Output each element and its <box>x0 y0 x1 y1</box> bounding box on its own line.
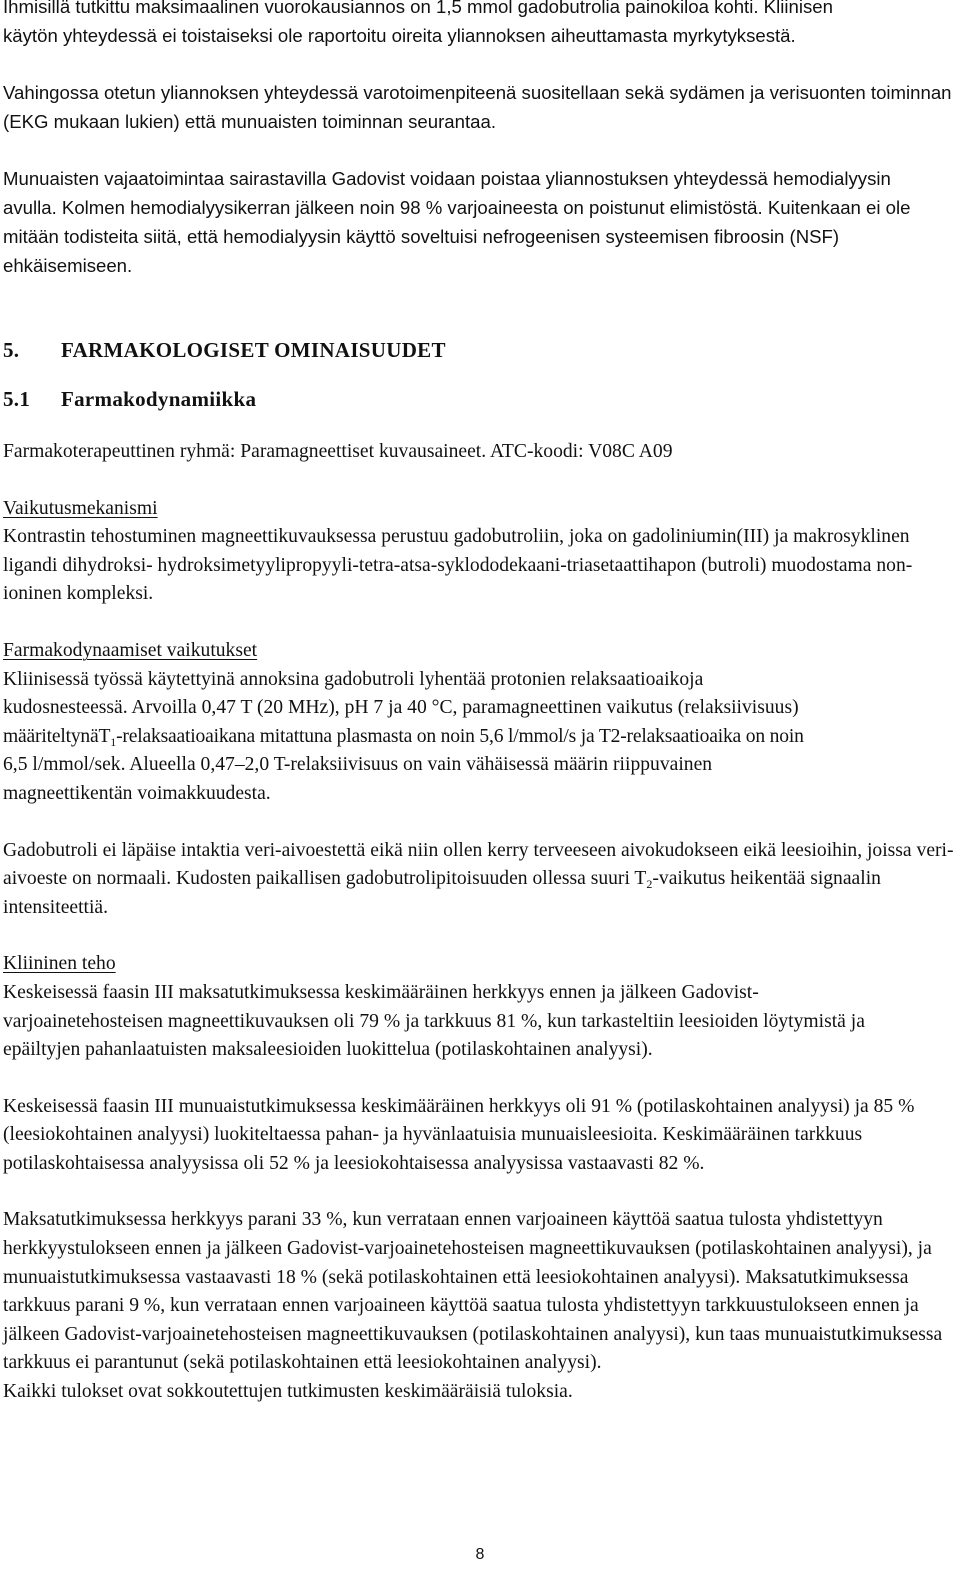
effects-line-5: magneettikentän voimakkuudesta. <box>3 782 271 804</box>
section-5-1-heading <box>3 385 955 413</box>
section-5-heading <box>3 336 955 364</box>
bbb-text-end: -vaikutus heikentää signaalin intensiteettiä. <box>3 868 881 918</box>
effects-line-3-end: -relaksaatioaikana mitattuna plasmasta on noin 5,6 l/mmol/s ja T2-relaksaatioaika on noin <box>116 725 804 747</box>
section-5-1-number: 5.1 <box>3 387 31 411</box>
document-page <box>3 0 955 1407</box>
blood-brain-barrier-paragraph <box>3 837 958 923</box>
clinical-paragraph-4: Kaikki tulokset ovat sokkoutettujen tutkimusten keskimääräisiä tuloksia. <box>3 1381 573 1403</box>
section-5-title: FARMAKOLOGISET OMINAISUUDET <box>61 338 446 362</box>
t1-subscript: 1 <box>110 734 117 749</box>
mechanism-text: Kontrastin tehostuminen magneettikuvauksessa perustuu gadobutroliin, joka on gadoliniumin(III) ja makrosyklinen ligandi dihydroksi- hydroksimetyylipropyyli-tetra-atsa-syklododekaani-triasetaattihapon (butroli) muodostama non-ioninen kompleksi. <box>3 526 913 605</box>
overdose-paragraph-3: Munuaisten vajaatoimintaa sairastavilla Gadovist voidaan poistaa yliannostuksen yhteydessä hemodialyysin avulla. Kolmen hemodialyysikerran jälkeen noin 98 % varjoaineesta on poistunut elimistöstä. Kuitenkaan ei ole mitään todisteita siitä, että hemodialyysin käyttö soveltuisi nefrogeenisen systeemisen fibroosin (NSF) ehkäisemiseen. <box>3 168 911 276</box>
mechanism-heading: Vaikutusmekanismi <box>3 497 158 519</box>
overdose-paragraph-2: Vahingossa otetun yliannoksen yhteydessä varotoimenpiteenä suositellaan sekä sydämen ja verisuonten toiminnan (EKG mukaan lukien) että munuaisten toiminnan seurantaa. <box>3 82 952 132</box>
effects-line-2: kudosnesteessä. Arvoilla 0,47 T (20 MHz), pH 7 ja 40 °C, paramagneettinen vaikutus (relaksiivisuus) <box>3 697 799 719</box>
effects-line-1: Kliinisessä työssä käytettyinä annoksina gadobutroli lyhentää protonien relaksaatioaikoja <box>3 668 704 690</box>
atc-line: Farmakoterapeuttinen ryhmä: Paramagneettiset kuvausaineet. ATC-koodi: V08C A09 <box>3 441 673 462</box>
section-5-1-title: Farmakodynamiikka <box>61 387 257 411</box>
clinical-paragraph-2: Keskeisessä faasin III munuaistutkimuksessa keskimääräinen herkkyys oli 91 % (potilaskohtainen analyysi) ja 85 % (leesiokohtainen analyysi) luokiteltaessa pahan- ja hyvänlaatuisia munuaisleesioita. Keskimääräinen tarkkuus potilaskohtaisessa analyysissa oli 52 % ja leesiokohtaisessa analyysissa vastaavasti 82 %. <box>3 1095 915 1174</box>
bbb-text-start: Gadobutroli ei läpäise intaktia veri-aivoestettä eikä niin ollen kerry terveeseen aivokudokseen eikä leesioihin, joissa veri-aivoeste on normaali. Kudosten paikallisen gadobutrolipitoisuuden ollessa suuri T <box>3 839 954 890</box>
effects-line-4: 6,5 l/mmol/sek. Alueella 0,47–2,0 T-relaksiivisuus on vain vähäisessä määrin riippuvainen <box>3 754 713 776</box>
effects-line-3 <box>3 723 955 752</box>
effects-line-3-start: määriteltynäT <box>3 725 111 747</box>
t2-subscript: 2 <box>646 877 653 892</box>
page-number: 8 <box>475 1546 485 1563</box>
section-5-number: 5. <box>3 338 20 362</box>
clinical-paragraph-1: Keskeisessä faasin III maksatutkimuksessa keskimääräinen herkkyys ennen ja jälkeen Gadovist-varjoainetehosteisen magneettikuvauksen oli 79 % ja tarkkuus 81 %, kun tarkasteltiin leesioiden löytymistä ja epäiltyjen pahanlaatuisten maksaleesioiden luokittelua (potilaskohtainen analyysi). <box>3 981 865 1061</box>
overdose-paragraph-1: Ihmisillä tutkittu maksimaalinen vuorokausiannos on 1,5 mmol gadobutrolia painokiloa kohti. Kliinisen käytön yhteydessä ei toistaiseksi ole raportoitu oireita yliannoksen aiheuttamasta myrkytyksestä. <box>3 0 833 46</box>
pharmacodynamic-effects-heading: Farmakodynaamiset vaikutukset <box>3 639 258 661</box>
clinical-efficacy-heading: Kliininen teho <box>3 953 116 975</box>
clinical-paragraph-3: Maksatutkimuksessa herkkyys parani 33 %, kun verrataan ennen varjoaineen käyttöä saatua tulosta yhdistettyyn herkkyystulokseen ennen ja jälkeen Gadovist-varjoainetehosteisen magneettikuvauksen (potilaskohtainen analyysi), ja munuaistutkimuksessa vastaavasti 18 % (sekä potilaskohtainen että leesiokohtainen analyysi). Maksatutkimuksessa tarkkuus parani 9 %, kun verrataan ennen varjoaineen käyttöä saatua tulosta yhdistettyyn tarkkuustulokseen ennen ja jälkeen Gadovist-varjoainetehosteisen magneettikuvauksen (potilaskohtainen analyysi), kun taas munuaistutkimuksessa tarkkuus ei parantunut (sekä potilaskohtainen että leesiokohtainen analyysi). <box>3 1209 943 1374</box>
